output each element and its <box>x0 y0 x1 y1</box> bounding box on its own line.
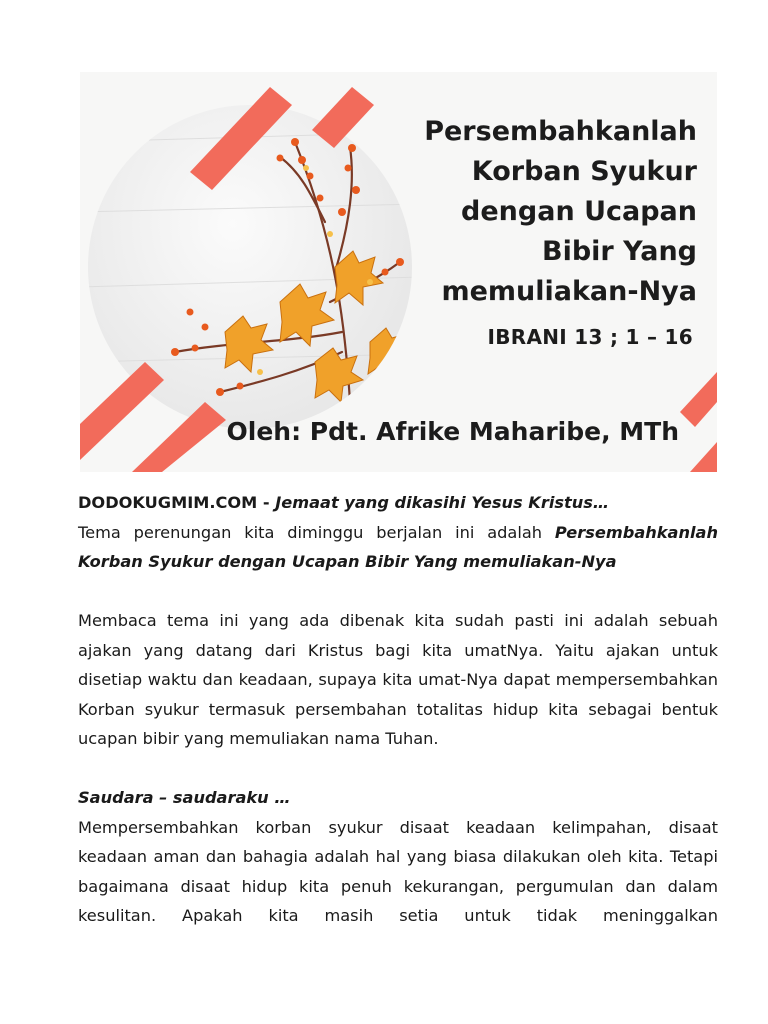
site-name: DODOKUGMIM.COM <box>78 493 258 512</box>
greeting: Jemaat yang dikasihi Yesus Kristus… <box>275 493 610 512</box>
paragraph-2: Mempersembahkan korban syukur disaat keadaan kelimpahan, disaat keadaan aman dan bahagia adalah hal yang biasa dilakukan oleh kita. Tetapi bagaimana disaat hidup kita penuh kekurangan, pergumulan dan dalam kesulitan. Apakah kita masih setia untuk tidak meninggalkan <box>78 817 718 925</box>
separator: - <box>257 493 276 512</box>
banner-title <box>367 112 697 312</box>
scripture-reference: IBRANI 13 ; 1 – 16 <box>487 325 693 349</box>
cover-banner <box>80 72 717 472</box>
paragraph-1: Membaca tema ini yang ada dibenak kita sudah pasti ini adalah sebuah ajakan yang datang dari Kristus bagi kita umatNya. Yaitu ajakan untuk disetiap waktu dan keadaan, supaya kita umat-Nya dapat mempersembahkan Korban syukur termasuk persembahan totalitas hidup kita sebagai bentuk ucapan bibir yang memuliakan nama Tuhan. <box>78 611 718 748</box>
author-line: Oleh: Pdt. Afrike Maharibe, MTh <box>226 417 679 446</box>
theme-title: Persembahkanlah Korban Syukur dengan Ucapan Bibir Yang memuliakan-Nya <box>78 522 718 571</box>
banner-title-line: Bibir Yang <box>542 236 697 267</box>
theme-paragraph <box>78 518 718 577</box>
intro-line <box>78 488 718 518</box>
banner-title-line: Korban Syukur <box>471 156 697 187</box>
banner-title-line: Persembahkanlah <box>424 116 697 147</box>
article-body <box>78 488 718 931</box>
banner-title-line: memuliakan-Nya <box>441 276 697 307</box>
section-heading: Saudara – saudaraku … <box>78 788 291 807</box>
theme-lead: Tema perenungan kita diminggu berjalan ini adalah <box>78 522 555 542</box>
banner-title-line: dengan Ucapan <box>461 196 697 227</box>
